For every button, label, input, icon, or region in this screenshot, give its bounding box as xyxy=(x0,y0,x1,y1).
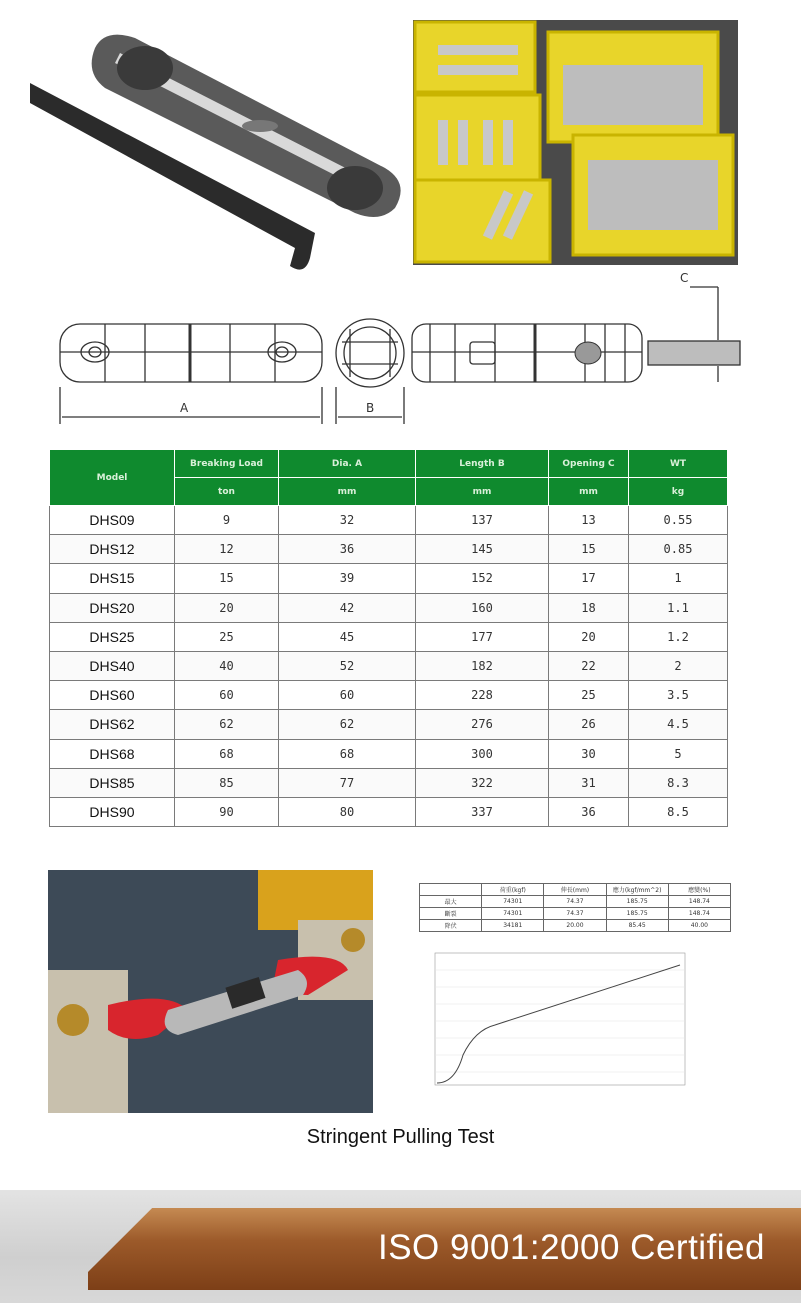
pulling-test-photo xyxy=(48,870,373,1113)
value-cell: 337 xyxy=(416,797,549,826)
value-cell: 13 xyxy=(549,506,629,535)
model-cell: DHS15 xyxy=(50,564,175,593)
table-row xyxy=(50,681,728,710)
unit-opening-c: mm xyxy=(549,478,629,506)
spec-body xyxy=(50,506,728,827)
product-photo xyxy=(25,18,405,283)
table-row xyxy=(50,622,728,651)
certification-banner xyxy=(0,1190,801,1303)
value-cell: 36 xyxy=(279,535,416,564)
unit-length-b: mm xyxy=(416,478,549,506)
test-report xyxy=(415,883,735,1108)
value-cell: 68 xyxy=(279,739,416,768)
drawing-label-c: C xyxy=(680,271,689,285)
test-label-cell: 降伏 xyxy=(420,920,482,932)
test-value-cell: 148.74 xyxy=(668,896,730,908)
table-row xyxy=(50,535,728,564)
value-cell: 177 xyxy=(416,622,549,651)
spec-header-row xyxy=(50,450,728,478)
header-model: Model xyxy=(50,450,175,506)
model-cell: DHS40 xyxy=(50,651,175,680)
table-row xyxy=(50,651,728,680)
value-cell: 25 xyxy=(175,622,279,651)
test-label-cell: 最大 xyxy=(420,896,482,908)
test-header-strain: 應變(%) xyxy=(668,884,730,896)
table-row xyxy=(420,896,731,908)
value-cell: 40 xyxy=(175,651,279,680)
value-cell: 8.3 xyxy=(629,768,728,797)
value-cell: 22 xyxy=(549,651,629,680)
table-row xyxy=(50,710,728,739)
test-value-cell: 74301 xyxy=(482,908,544,920)
test-label-cell: 斷裂 xyxy=(420,908,482,920)
test-value-cell: 40.00 xyxy=(668,920,730,932)
value-cell: 0.85 xyxy=(629,535,728,564)
value-cell: 45 xyxy=(279,622,416,651)
value-cell: 145 xyxy=(416,535,549,564)
test-value-cell: 148.74 xyxy=(668,908,730,920)
drawing-label-b: B xyxy=(366,401,375,415)
spec-table xyxy=(49,449,727,827)
value-cell: 80 xyxy=(279,797,416,826)
table-row xyxy=(50,564,728,593)
value-cell: 60 xyxy=(175,681,279,710)
value-cell: 90 xyxy=(175,797,279,826)
model-cell: DHS62 xyxy=(50,710,175,739)
value-cell: 17 xyxy=(549,564,629,593)
value-cell: 300 xyxy=(416,739,549,768)
value-cell: 322 xyxy=(416,768,549,797)
value-cell: 152 xyxy=(416,564,549,593)
value-cell: 0.55 xyxy=(629,506,728,535)
value-cell: 3.5 xyxy=(629,681,728,710)
value-cell: 228 xyxy=(416,681,549,710)
value-cell: 42 xyxy=(279,593,416,622)
table-row xyxy=(50,739,728,768)
test-value-cell: 34181 xyxy=(482,920,544,932)
load-curve-graph xyxy=(415,945,735,1105)
header-length-b: Length B xyxy=(416,450,549,478)
value-cell: 36 xyxy=(549,797,629,826)
drawing-label-a: A xyxy=(180,401,189,415)
test-value-cell: 20.00 xyxy=(544,920,606,932)
table-row xyxy=(50,593,728,622)
unit-wt: kg xyxy=(629,478,728,506)
test-value-cell: 74.37 xyxy=(544,908,606,920)
technical-drawing xyxy=(50,262,750,432)
value-cell: 85 xyxy=(175,768,279,797)
test-value-cell: 185.75 xyxy=(606,908,668,920)
value-cell: 32 xyxy=(279,506,416,535)
value-cell: 1.2 xyxy=(629,622,728,651)
value-cell: 2 xyxy=(629,651,728,680)
value-cell: 160 xyxy=(416,593,549,622)
banner-text: ISO 9001:2000 Certified xyxy=(377,1228,765,1267)
test-header-label xyxy=(420,884,482,896)
model-cell: DHS60 xyxy=(50,681,175,710)
caption: Stringent Pulling Test xyxy=(306,1126,495,1148)
value-cell: 20 xyxy=(549,622,629,651)
test-header-load: 荷重(kgf) xyxy=(482,884,544,896)
value-cell: 39 xyxy=(279,564,416,593)
value-cell: 18 xyxy=(549,593,629,622)
model-cell: DHS90 xyxy=(50,797,175,826)
value-cell: 31 xyxy=(549,768,629,797)
value-cell: 1 xyxy=(629,564,728,593)
test-header-row xyxy=(420,884,731,896)
value-cell: 9 xyxy=(175,506,279,535)
value-cell: 60 xyxy=(279,681,416,710)
value-cell: 8.5 xyxy=(629,797,728,826)
value-cell: 62 xyxy=(279,710,416,739)
value-cell: 52 xyxy=(279,651,416,680)
value-cell: 137 xyxy=(416,506,549,535)
model-cell: DHS85 xyxy=(50,768,175,797)
test-header-elongation: 伸長(mm) xyxy=(544,884,606,896)
value-cell: 5 xyxy=(629,739,728,768)
value-cell: 182 xyxy=(416,651,549,680)
model-cell: DHS09 xyxy=(50,506,175,535)
value-cell: 15 xyxy=(175,564,279,593)
table-row xyxy=(420,920,731,932)
table-row xyxy=(50,768,728,797)
value-cell: 30 xyxy=(549,739,629,768)
test-value-cell: 185.75 xyxy=(606,896,668,908)
value-cell: 68 xyxy=(175,739,279,768)
value-cell: 12 xyxy=(175,535,279,564)
model-cell: DHS68 xyxy=(50,739,175,768)
header-dia-a: Dia. A xyxy=(279,450,416,478)
table-row xyxy=(50,506,728,535)
header-breaking-load: Breaking Load xyxy=(175,450,279,478)
model-cell: DHS25 xyxy=(50,622,175,651)
value-cell: 276 xyxy=(416,710,549,739)
model-cell: DHS12 xyxy=(50,535,175,564)
value-cell: 77 xyxy=(279,768,416,797)
bulk-stock-photo xyxy=(413,20,738,265)
model-cell: DHS20 xyxy=(50,593,175,622)
header-wt: WT xyxy=(629,450,728,478)
value-cell: 15 xyxy=(549,535,629,564)
value-cell: 26 xyxy=(549,710,629,739)
value-cell: 4.5 xyxy=(629,710,728,739)
test-value-cell: 74301 xyxy=(482,896,544,908)
value-cell: 1.1 xyxy=(629,593,728,622)
test-body xyxy=(420,896,731,932)
test-value-cell: 85.45 xyxy=(606,920,668,932)
test-results-table xyxy=(419,883,731,932)
test-header-stress: 應力(kgf/mm^2) xyxy=(606,884,668,896)
test-value-cell: 74.37 xyxy=(544,896,606,908)
value-cell: 25 xyxy=(549,681,629,710)
header-opening-c: Opening C xyxy=(549,450,629,478)
unit-dia-a: mm xyxy=(279,478,416,506)
table-row xyxy=(50,797,728,826)
value-cell: 20 xyxy=(175,593,279,622)
table-row xyxy=(420,908,731,920)
value-cell: 62 xyxy=(175,710,279,739)
unit-breaking-load: ton xyxy=(175,478,279,506)
